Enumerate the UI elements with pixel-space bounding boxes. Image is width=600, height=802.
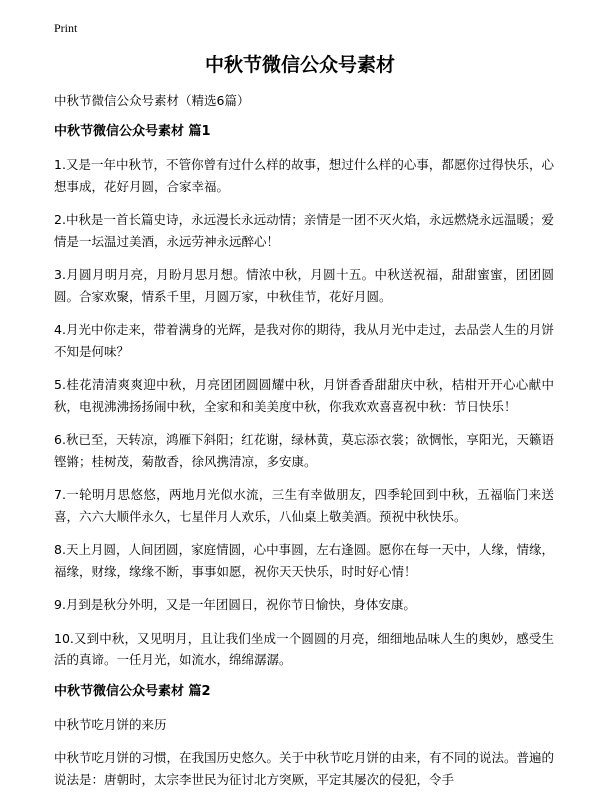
paragraph: 3.月圆月明月亮，月盼月思月想。情浓中秋，月圆十五。中秋送祝福，甜甜蜜蜜，团团圆圆。合家欢聚，情系千里，月圆万家，中秋佳节，花好月圆。 bbox=[54, 267, 554, 304]
paragraph: 2.中秋是一首长篇史诗，永远漫长永远动情；亲情是一团不灭火焰，永远燃烧永远温暖；爱情是一坛温过美酒，永远劳神永远醉心！ bbox=[54, 212, 554, 249]
paragraph: 4.月光中你走来，带着满身的光辉，是我对你的期待，我从月光中走过，去品尝人生的月饼不知是何味？ bbox=[54, 322, 554, 359]
paragraph: 9.月到是秋分外明，又是一年团圆日，祝你节日愉快，身体安康。 bbox=[54, 597, 416, 612]
document-subtitle: 中秋节微信公众号素材（精选6篇） bbox=[54, 93, 250, 108]
paragraph: 7.一轮明月思悠悠，两地月光似水流，三生有幸做朋友，四季轮回到中秋，五福临门来送喜，六六大顺伴永久，七星伴月人欢乐，八仙桌上敬美酒。预祝中秋快乐。 bbox=[54, 487, 554, 524]
paragraph: 中秋节吃月饼的习惯，在我国历史悠久。关于中秋节吃月饼的由来，有不同的说法。普遍的说法是：唐朝时，太宗李世民为征讨北方突厥，平定其屡次的侵犯，令手 bbox=[54, 750, 555, 787]
section-heading-2: 中秋节微信公众号素材 篇2 bbox=[54, 683, 211, 699]
document-title: 中秋节微信公众号素材 bbox=[204, 54, 395, 76]
paragraph: 5.桂花清清爽爽迎中秋，月亮团团圆圆耀中秋，月饼香香甜甜庆中秋，桔柑开开心心献中秋，电视沸沸扬扬闹中秋，全家和和美美度中秋，你我欢欢喜喜祝中秋：节日快乐！ bbox=[54, 377, 554, 414]
section-heading-1: 中秋节微信公众号素材 篇1 bbox=[54, 124, 211, 139]
paragraph: 中秋节吃月饼的来历 bbox=[54, 716, 167, 732]
paragraph: 6.秋已至，天转凉，鸿雁下斜阳；红花谢，绿林黄，莫忘添衣裳；欲惆怅，享阳光，天籁语铿锵；桂树茂，菊散香，徐风携清凉，多安康。 bbox=[54, 432, 554, 469]
paragraph: 1.又是一年中秋节，不管你曾有过什么样的故事，想过什么样的心事，都愿你过得快乐，心想事成，花好月圆，合家幸福。 bbox=[54, 157, 554, 194]
section-1 bbox=[54, 154, 554, 671]
paragraph: 10.又到中秋，又见明月，且让我们坐成一个圆圆的月亮，细细地品味人生的奥妙，感受生活的真谛。一任月光，如流水，绵绵潺潺。 bbox=[54, 630, 554, 667]
section-2 bbox=[54, 714, 554, 791]
print-label[interactable]: Print bbox=[54, 21, 78, 35]
document-body bbox=[54, 92, 554, 802]
paragraph: 8.天上月圆，人间团圆，家庭情圆，心中事圆，左右逢圆。愿你在每一天中，人缘，情缘，福缘，财缘，缘缘不断，事事如愿，祝你天天快乐，时时好心情！ bbox=[54, 542, 554, 579]
